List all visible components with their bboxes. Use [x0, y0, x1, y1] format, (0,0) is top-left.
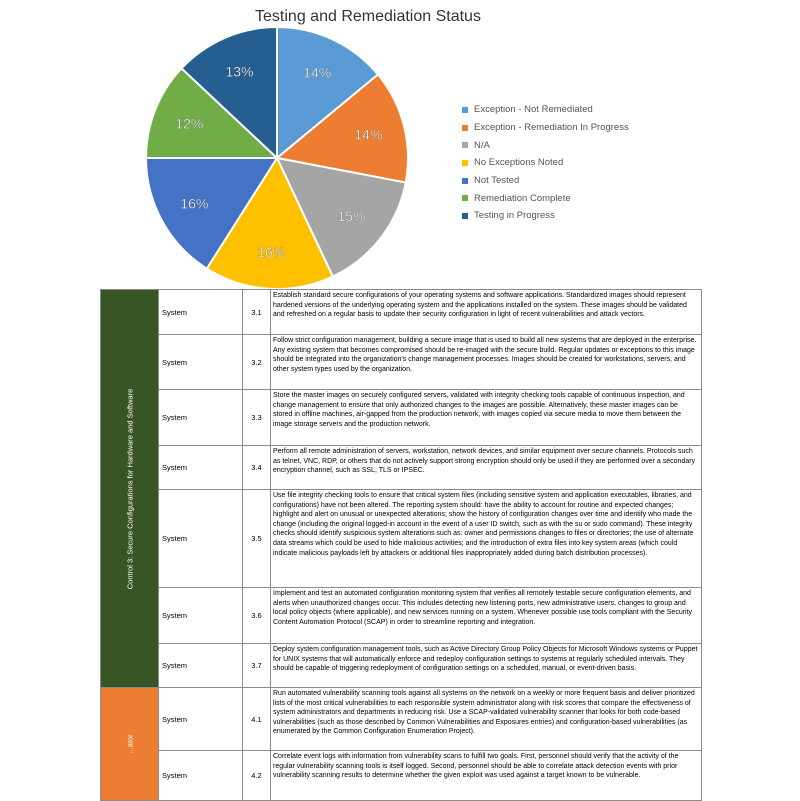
asset-type-cell: System: [159, 446, 243, 490]
control-group-label: ...ator: [125, 734, 134, 754]
asset-type-cell: System: [159, 751, 243, 801]
legend-label: Testing in Progress: [474, 210, 555, 222]
legend-swatch: [462, 213, 468, 219]
asset-type-cell: System: [159, 290, 243, 335]
table-row: [101, 588, 702, 644]
control-group-label: Control 3: Secure Configurations for Hardware and Software: [125, 388, 134, 589]
control-id-cell: 3.3: [243, 390, 271, 446]
legend-swatch: [462, 142, 468, 148]
control-id-cell: 3.2: [243, 335, 271, 390]
legend-swatch: [462, 160, 468, 166]
chart-legend: [462, 101, 629, 225]
asset-type-cell: System: [159, 644, 243, 688]
legend-item-4: [462, 172, 629, 190]
control-id-cell: 4.1: [243, 688, 271, 751]
legend-label: Not Tested: [474, 175, 520, 187]
asset-type-cell: System: [159, 588, 243, 644]
control-description-cell: Deploy system configuration management tools, such as Active Directory Group Policy Objects for Microsoft Windows systems or Puppet for UNIX systems that will automatically enforce and redeploy configuration settings to systems at regularly scheduled intervals. They should be capable of triggering redeployment of configuration settings on a scheduled, manual, or event-driven basis.: [271, 644, 702, 688]
control-id-cell: 3.7: [243, 644, 271, 688]
legend-item-0: [462, 101, 629, 119]
table-row: [101, 390, 702, 446]
table-row: [101, 751, 702, 801]
control-id-cell: 4.2: [243, 751, 271, 801]
control-group-band: [101, 688, 159, 801]
legend-label: Exception - Remediation In Progress: [474, 122, 629, 134]
legend-swatch: [462, 107, 468, 113]
legend-label: Remediation Complete: [474, 192, 571, 204]
control-id-cell: 3.4: [243, 446, 271, 490]
legend-label: N/A: [474, 139, 490, 151]
asset-type-cell: System: [159, 490, 243, 588]
legend-item-3: [462, 154, 629, 172]
legend-swatch: [462, 125, 468, 131]
legend-item-5: [462, 189, 629, 207]
table-row: [101, 490, 702, 588]
controls-table: [100, 289, 702, 801]
pie-label-0: 14%: [303, 64, 332, 81]
pie-chart: [0, 0, 800, 290]
legend-swatch: [462, 195, 468, 201]
control-description-cell: Run automated vulnerability scanning tools against all systems on the network on a weekly or more frequent basis and deliver prioritized lists of the most critical vulnerabilities to each responsible system administrator along with risk scores that compare the effectiveness of system administrators and departments in reducing risk. Use a SCAP-validated vulnerability scanner that looks for both code-based vulnerabilities (such as those described by Common Vulnerabilities and Exposures entries) and configuration-based vulnerabilities (as enumerated by the Common Configuration Enumeration Project).: [271, 688, 702, 751]
table-row: [101, 688, 702, 751]
pie-label-5: 12%: [175, 115, 204, 132]
pie-label-6: 13%: [225, 63, 254, 80]
control-group-band: [101, 290, 159, 688]
table-row: [101, 335, 702, 390]
legend-label: Exception - Not Remediated: [474, 104, 593, 116]
legend-item-2: [462, 136, 629, 154]
pie-label-4: 16%: [180, 195, 209, 212]
asset-type-cell: System: [159, 335, 243, 390]
legend-label: No Exceptions Noted: [474, 157, 564, 169]
table-row: [101, 290, 702, 335]
table-row: [101, 446, 702, 490]
pie-label-2: 15%: [337, 207, 366, 224]
control-description-cell: Use file integrity checking tools to ensure that critical system files (including sensitive system and application executables, libraries, and configurations) have not been altered. The reporting system should: have the ability to account for routine and expected changes; highlight and alert on unusual or unexpected alterations; show the history of configuration changes over time and identify who made the change (including the original logged-in account in the event of a user ID switch, such as with the su or sudo command). These integrity checks should identify suspicious system alterations such as: owner and permissions changes to files or directories; the use of alternate data streams which could be used to hide malicious activities; and the introduction of extra files into key system areas (which could indicate malicious payloads left by attackers or additional files inappropriately added during batch distribution processes).: [271, 490, 702, 588]
pie-label-3: 16%: [257, 244, 286, 261]
asset-type-cell: System: [159, 688, 243, 751]
control-description-cell: Establish standard secure configurations of your operating systems and software applications. Standardized images should represent hardened versions of the underlying operating system and the applications installed on the system. These images should be validated and refreshed on a regular basis to update their security configuration in light of recent vulnerabilities and attack vectors.: [271, 290, 702, 335]
legend-item-6: [462, 207, 629, 225]
control-id-cell: 3.5: [243, 490, 271, 588]
asset-type-cell: System: [159, 390, 243, 446]
legend-swatch: [462, 178, 468, 184]
control-description-cell: Implement and test an automated configuration monitoring system that verifies all remotely testable secure configuration elements, and alerts when unauthorized changes occur. This includes detecting new listening ports, new administrative users, changes to group and local policy objects (where applicable), and new services running on a system. Whenever possible use tools compliant with the Security Content Automation Protocol (SCAP) in order to streamline reporting and integration.: [271, 588, 702, 644]
control-description-cell: Perform all remote administration of servers, workstation, network devices, and similar equipment over secure channels. Protocols such as telnet, VNC, RDP, or others that do not actively support strong encryption should only be used if they are performed over a secondary encryption channel, such as SSL, TLS or IPSEC.: [271, 446, 702, 490]
chart-title: Testing and Remediation Status: [255, 8, 481, 25]
control-id-cell: 3.1: [243, 290, 271, 335]
table-row: [101, 644, 702, 688]
control-description-cell: Correlate event logs with information from vulnerability scans to fulfill two goals. First, personnel should verify that the activity of the regular vulnerability scanning tools is itself logged. Second, personnel should be able to correlate attack detection events with prior vulnerability scanning results to determine whether the given exploit was used against a target known to be vulnerable.: [271, 751, 702, 801]
legend-item-1: [462, 119, 629, 137]
control-description-cell: Store the master images on securely configured servers, validated with integrity checking tools capable of continuous inspection, and change management to ensure that only authorized changes to the images are possible. Alternatively, these master images can be stored in offline machines, air-gapped from the production network, with images copied via secure media to move them between the image storage servers and the production network.: [271, 390, 702, 446]
control-description-cell: Follow strict configuration management, building a secure image that is used to build all new systems that are deployed in the enterprise. Any existing system that becomes compromised should be re-imaged with the secure build. Regular updates or exceptions to this image should be integrated into the organization's change management processes. Images should be created for workstations, servers, and other system types used by the organization.: [271, 335, 702, 390]
control-id-cell: 3.6: [243, 588, 271, 644]
pie-label-1: 14%: [354, 126, 383, 143]
